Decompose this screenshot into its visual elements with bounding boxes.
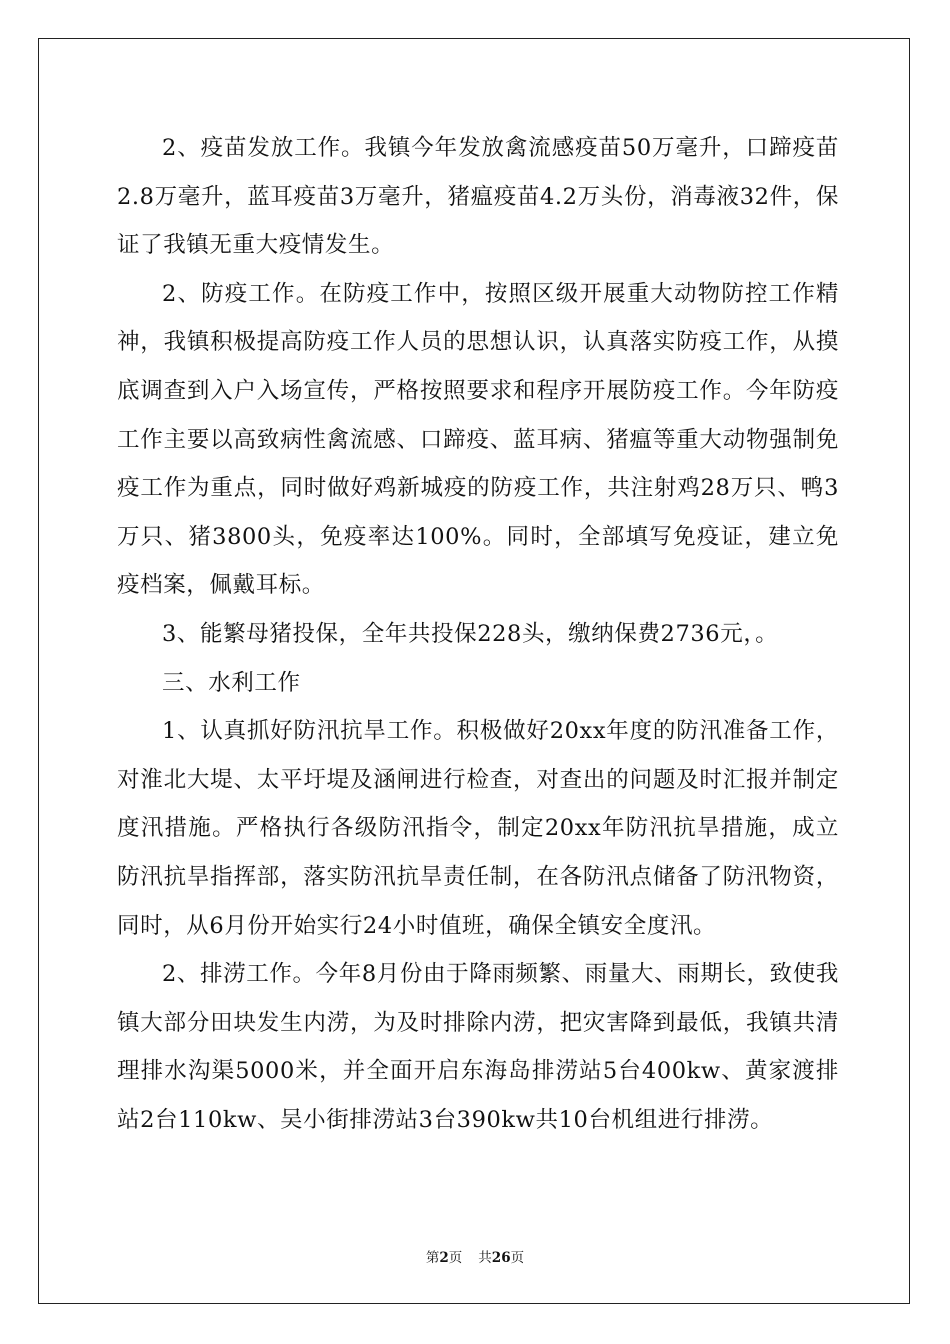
page-prefix: 第 xyxy=(425,1250,440,1266)
section-heading-water-conservancy: 三、水利工作 xyxy=(162,669,301,696)
paragraph-flood-control: 1、认真抓好防汛抗旱工作。积极做好20xx年度的防汛准备工作，对淮北大堤、太平圩堤及涵闸进行检查，对查出的问题及时汇报并制定度汛措施。严格执行各级防汛指令，制定20xx年防汛抗旱措施，成立防汛抗旱指挥部，落实防汛抗旱责任制，在各防汛点储备了防汛物资，同时，从6月份开始实行24小时值班，确保全镇安全度汛。 xyxy=(117,718,839,939)
paragraph-vaccine-distribution: 2、疫苗发放工作。我镇今年发放禽流感疫苗50万毫升，口蹄疫苗2.8万毫升，蓝耳疫苗3万毫升，猪瘟疫苗4.2万头份，消毒液32件，保证了我镇无重大疫情发生。 xyxy=(117,135,839,259)
document-body xyxy=(117,124,839,1144)
total-prefix: 共 xyxy=(478,1250,492,1266)
page-unit: 页 xyxy=(448,1250,463,1266)
total-page-count: 26 xyxy=(491,1250,511,1266)
paragraph-epidemic-prevention: 2、防疫工作。在防疫工作中，按照区级开展重大动物防控工作精神，我镇积极提高防疫工作人员的思想认识，认真落实防疫工作，从摸底调查到入户入场宣传，严格按照要求和程序开展防疫工作。今年防疫工作主要以高致病性禽流感、口蹄疫、蓝耳病、猪瘟等重大动物强制免疫工作为重点，同时做好鸡新城疫的防疫工作，共注射鸡28万只、鸭3万只、猪3800头，免疫率达100%。同时，全部填写免疫证，建立免疫档案，佩戴耳标。 xyxy=(117,280,839,599)
paragraph-sow-insurance: 3、能繁母猪投保，全年共投保228头，缴纳保费2736元，。 xyxy=(162,620,779,647)
paragraph-drainage: 2、排涝工作。今年8月份由于降雨频繁、雨量大、雨期长，致使我镇大部分田块发生内涝，为及时排除内涝，把灾害降到最低，我镇共清理排水沟渠5000米，并全面开启东海岛排涝站5台400kw、黄家渡排站2台110kw、吴小街排涝站3台390kw共10台机组进行排涝。 xyxy=(117,961,839,1133)
page-footer xyxy=(0,1246,950,1266)
current-page-number: 2 xyxy=(439,1250,449,1266)
total-unit: 页 xyxy=(510,1250,525,1266)
